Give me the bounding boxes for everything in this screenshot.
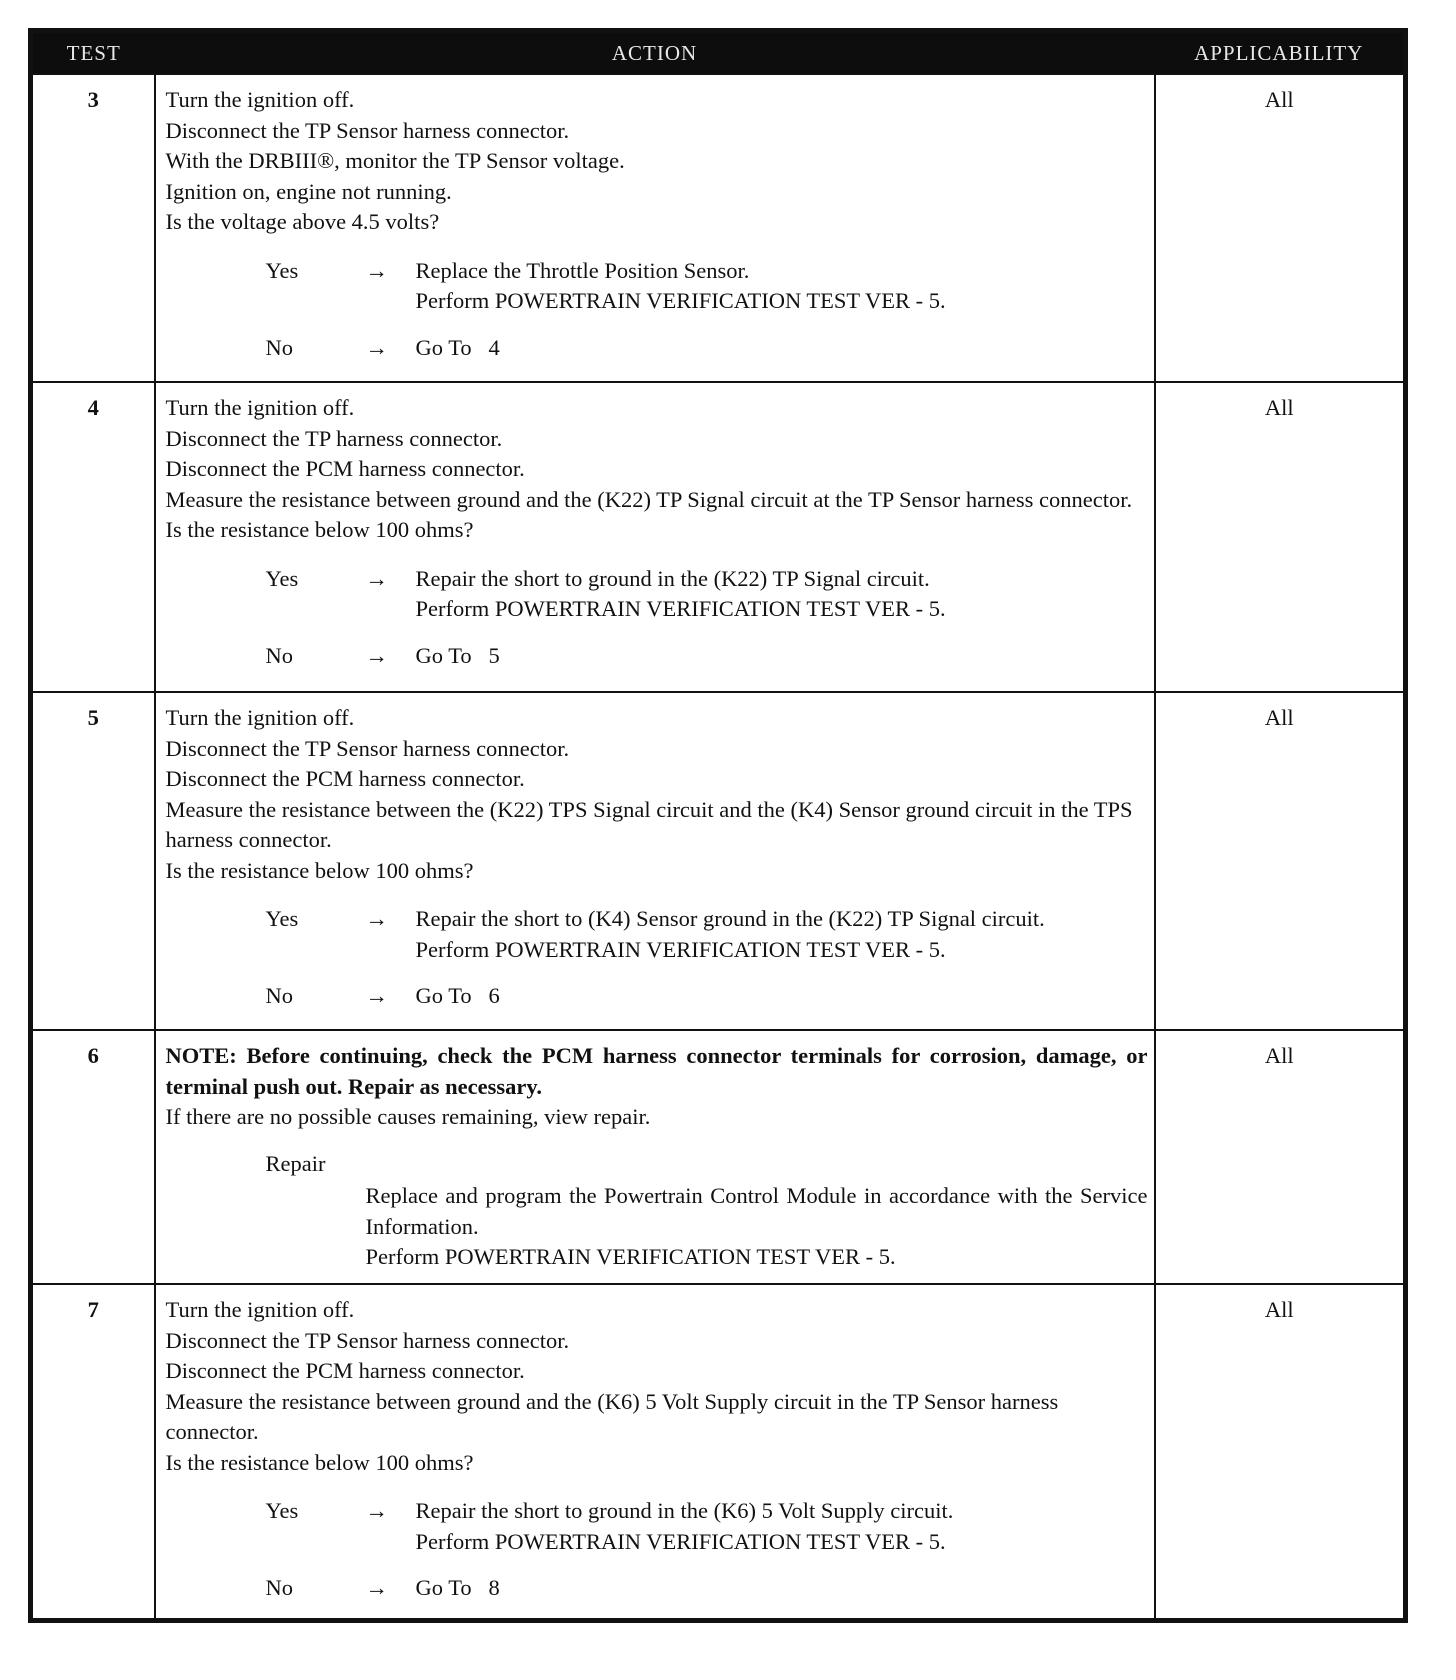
no-label: No (265, 1575, 293, 1600)
yes-outcome (266, 256, 1148, 317)
right-arrow-icon: → (365, 1498, 388, 1523)
yes-text: Perform POWERTRAIN VERIFICATION TEST VER - 5. (415, 1528, 946, 1554)
yes-text: Repair the short to ground in the (K22) TP Signal circuit. (415, 565, 930, 591)
yes-text: Replace the Throttle Position Sensor. (415, 257, 750, 283)
no-text: Go To 6 (415, 983, 500, 1008)
no-text: Go To 4 (415, 334, 500, 360)
step: With the DRBIII®, monitor the TP Sensor voltage. (165, 148, 625, 173)
test-number: 4 (31, 382, 155, 692)
step: Is the resistance below 100 ohms? (165, 517, 474, 542)
yes-label: Yes (265, 565, 299, 591)
yes-text: Repair the short to (K4) Sensor ground in the (K22) TP Signal circuit. (415, 906, 1045, 931)
step: Disconnect the TP Sensor harness connector. (165, 117, 570, 143)
repair-label: Repair (265, 1150, 326, 1176)
table-row (31, 74, 1406, 382)
table-row (31, 382, 1406, 692)
step: Measure the resistance between ground and the (K22) TP Signal circuit at the TP Sensor harness connector. (165, 486, 1133, 512)
no-text: Go To 8 (415, 1575, 500, 1600)
yes-label: Yes (265, 257, 299, 283)
step: Disconnect the TP Sensor harness connector. (165, 1327, 570, 1353)
test-number: 3 (31, 74, 155, 382)
yes-text: Perform POWERTRAIN VERIFICATION TEST VER - 5. (415, 596, 946, 621)
no-label: No (265, 334, 293, 360)
right-arrow-icon: → (365, 257, 388, 283)
test-number: 6 (31, 1030, 155, 1284)
diagnostic-test-table (28, 28, 1408, 1623)
repair-line: Replace and program the Powertrain Control Module in accordance with the Service Information. (365, 1183, 1148, 1239)
diagnostic-test-table-page (28, 28, 1403, 1623)
no-outcome (266, 333, 1148, 364)
no-outcome (266, 981, 1148, 1012)
applicability: All (1155, 1284, 1406, 1620)
yes-label: Yes (265, 906, 299, 931)
right-arrow-icon: → (365, 334, 388, 360)
yes-outcome (266, 564, 1148, 625)
step: Measure the resistance between ground and the (K6) 5 Volt Supply circuit in the TP Sensor harness connector. (165, 1388, 1059, 1444)
no-text: Go To 5 (415, 642, 500, 668)
step: Measure the resistance between the (K22) TPS Signal circuit and the (K4) Sensor ground circuit in the TPS harness connector. (165, 796, 1133, 852)
header-applicability: APPLICABILITY (1155, 31, 1406, 75)
repair-line: Perform POWERTRAIN VERIFICATION TEST VER - 5. (365, 1244, 896, 1269)
step: Is the resistance below 100 ohms? (165, 857, 474, 883)
yes-label: Yes (265, 1498, 299, 1523)
repair-text (366, 1181, 1148, 1273)
applicability: All (1155, 1030, 1406, 1284)
action-cell (155, 1284, 1155, 1620)
table-row (31, 692, 1406, 1030)
step: Ignition on, engine not running. (165, 178, 452, 204)
step: Is the resistance below 100 ohms? (165, 1449, 474, 1475)
no-label: No (265, 983, 293, 1008)
right-arrow-icon: → (365, 983, 388, 1008)
step: If there are no possible causes remaining, view repair. (165, 1104, 651, 1129)
right-arrow-icon: → (365, 906, 388, 931)
yes-text: Perform POWERTRAIN VERIFICATION TEST VER - 5. (415, 936, 946, 962)
applicability: All (1155, 74, 1406, 382)
applicability: All (1155, 382, 1406, 692)
table-row (31, 1030, 1406, 1284)
note-text: NOTE: Before continuing, check the PCM harness connector terminals for corrosion, damage, or terminal push out. Repair as necessary. (165, 1043, 1148, 1099)
action-cell (155, 382, 1155, 692)
test-number: 7 (31, 1284, 155, 1620)
right-arrow-icon: → (365, 565, 388, 591)
step: Disconnect the TP harness connector. (165, 425, 503, 451)
yes-text: Repair the short to ground in the (K6) 5 Volt Supply circuit. (415, 1498, 954, 1523)
step: Turn the ignition off. (165, 705, 355, 730)
no-outcome (266, 641, 1148, 672)
action-cell (155, 1030, 1155, 1284)
step: Turn the ignition off. (165, 395, 355, 420)
step: Disconnect the PCM harness connector. (165, 1358, 525, 1383)
step: Disconnect the TP Sensor harness connector. (165, 735, 570, 761)
no-outcome (266, 1573, 1148, 1604)
yes-text: Perform POWERTRAIN VERIFICATION TEST VER - 5. (415, 288, 946, 313)
step: Disconnect the PCM harness connector. (165, 456, 525, 481)
action-cell (155, 74, 1155, 382)
right-arrow-icon: → (365, 642, 388, 668)
step: Turn the ignition off. (165, 87, 355, 112)
header-action: ACTION (155, 31, 1155, 75)
action-cell (155, 692, 1155, 1030)
table-header-row (31, 31, 1406, 75)
right-arrow-icon: → (365, 1575, 388, 1600)
step: Turn the ignition off. (165, 1297, 355, 1322)
header-test: TEST (31, 31, 155, 75)
yes-outcome (266, 904, 1148, 965)
test-number: 5 (31, 692, 155, 1030)
yes-outcome (266, 1496, 1148, 1557)
table-row (31, 1284, 1406, 1620)
step: Is the voltage above 4.5 volts? (165, 209, 440, 234)
step: Disconnect the PCM harness connector. (165, 766, 525, 791)
no-label: No (265, 642, 293, 668)
applicability: All (1155, 692, 1406, 1030)
